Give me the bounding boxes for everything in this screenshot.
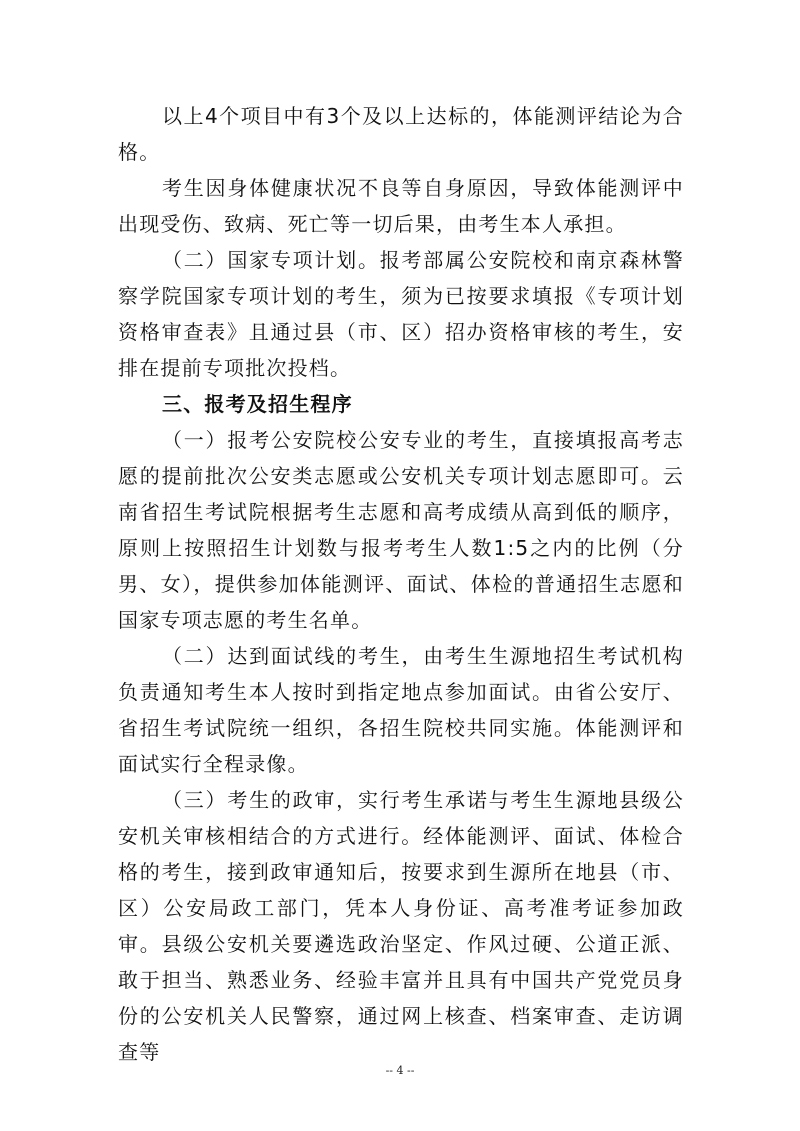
paragraph-application: （一）报考公安院校公安专业的考生，直接填报高考志愿的提前批次公安类志愿或公安机关专项计划志愿即可。云南省招生考试院根据考生志愿和高考成绩从高到低的顺序，原则上按照招生计划数与报考考生人数1:5之内的比例（分男、女），提供参加体能测评、面试、体检的普通招生志愿和国家专项志愿的考生名单。 — [118, 428, 684, 632]
paragraph-liability: 考生因身体健康状况不良等自身原因，导致体能测评中出现受伤、致病、死亡等一切后果，由考生本人承担。 — [118, 176, 684, 236]
paragraph-interview: （二）达到面试线的考生，由考生生源地招生考试机构负责通知考生本人按时到指定地点参加面试。由省公安厅、省招生考试院统一组织，各招生院校共同实施。体能测评和面试实行全程录像。 — [118, 644, 684, 776]
section-heading: 三、报考及招生程序 — [162, 392, 353, 416]
paragraph-fitness-pass-rule: 以上4个项目中有3个及以上达标的，体能测评结论为合格。 — [118, 104, 684, 164]
page-number: -- 4 -- — [385, 1064, 415, 1077]
paragraph-political-review: （三）考生的政审，实行考生承诺与考生生源地县级公安机关审核相结合的方式进行。经体能测评、面试、体检合格的考生，接到政审通知后，按要求到生源所在地县（市、区）公安局政工部门，凭本人身份证、高考准考证参加政审。县级公安机关要遴选政治坚定、作风过硬、公道正派、敢于担当、熟悉业务、经验丰富并且具有中国共产党党员身份的公安机关人民警察，通过网上核查、档案审查、走访调查等 — [118, 788, 684, 1064]
paragraph-national-special-plan: （二）国家专项计划。报考部属公安院校和南京森林警察学院国家专项计划的考生，须为已按要求填报《专项计划资格审查表》且通过县（市、区）招办资格审核的考生，安排在提前专项批次投档。 — [118, 248, 684, 380]
document-body — [118, 98, 684, 1070]
